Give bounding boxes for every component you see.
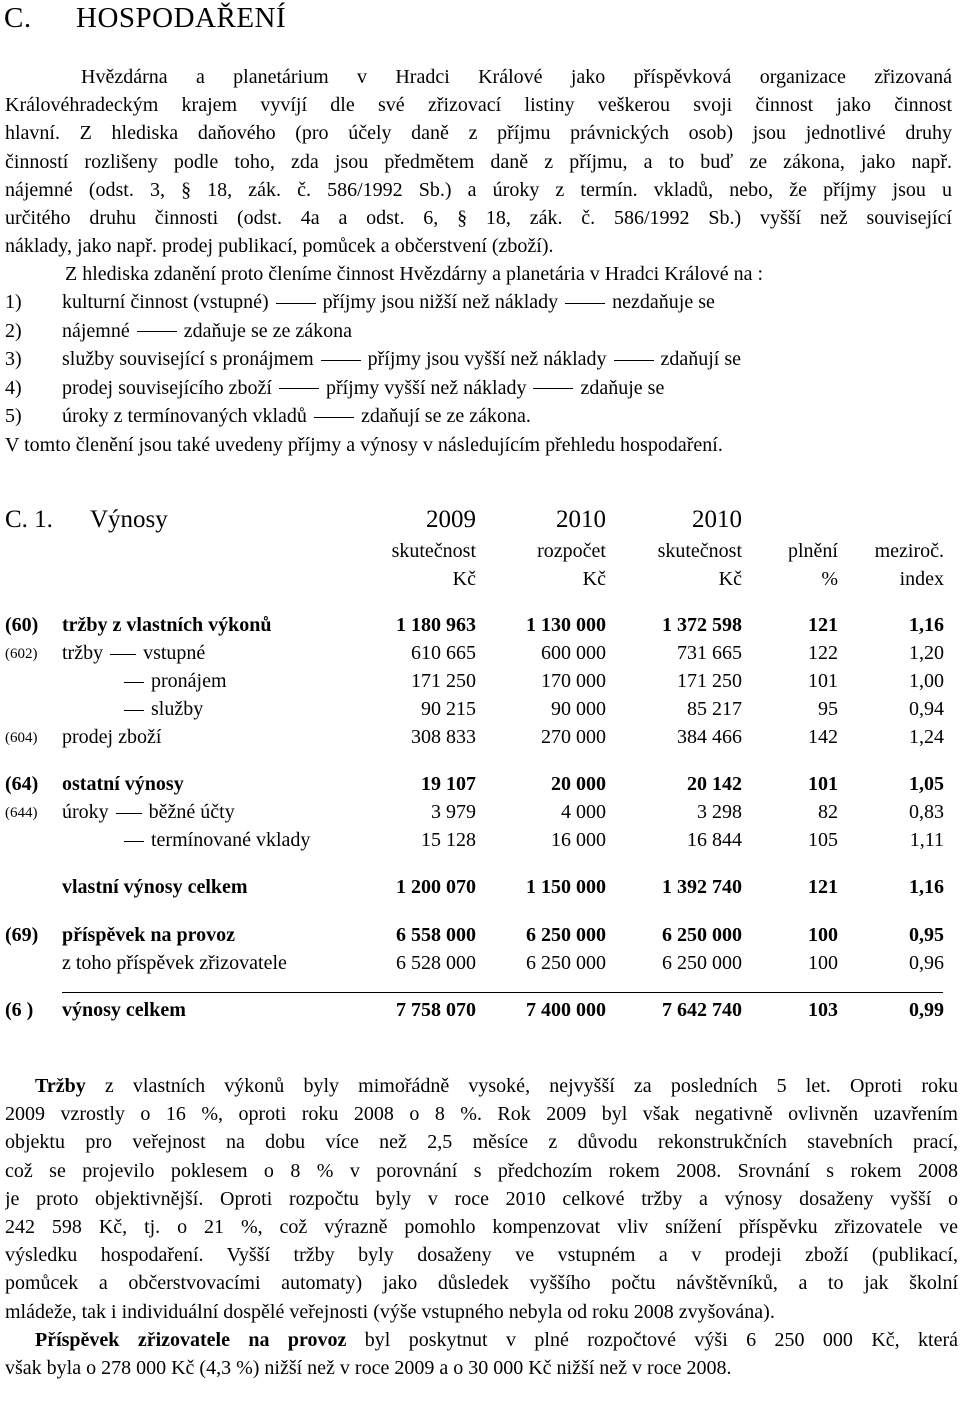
row-label-text: prodej zboží (62, 726, 162, 748)
row-label-text: tržby (62, 642, 104, 664)
list-item-text: příjmy jsou nižší než náklady (322, 291, 559, 313)
table-header (0, 506, 960, 596)
dash-line (276, 303, 316, 304)
dash-line (614, 360, 654, 361)
column-header: skutečnost (657, 540, 742, 562)
row-label (117, 829, 310, 852)
list-item-number: 3) (5, 348, 22, 370)
row-label (62, 801, 235, 824)
table-cell: 308 833 (411, 726, 476, 748)
table-cell: 16 844 (687, 829, 742, 851)
row-label (62, 999, 186, 1022)
table-cell: 103 (808, 999, 838, 1021)
table-row (0, 726, 960, 754)
list-item-text: zdaňuje se ze zákona (183, 319, 352, 342)
row-code: (6 ) (5, 999, 34, 1021)
row-code: (69) (5, 924, 39, 946)
list-item-number: 4) (5, 376, 22, 399)
text-line: Hvězdárna a planetárium v Hradci Králové jako příspěvková organizace zřizovaná (81, 66, 952, 88)
list-item-text: nájemné (62, 319, 130, 342)
column-header: skutečnost (391, 540, 476, 562)
text-run: z vlastních výkonů byly mimořádně vysoké, nejvyšší za posledních 5 let. Oproti roku (85, 1075, 958, 1097)
text-line: činností rozlišeny podle toho, zda jsou předmětem daně z příjmu, a to buď ze zákona, jako např. (5, 150, 952, 173)
section-title: HOSPODAŘENÍ (76, 2, 287, 34)
table-cell: 1 372 598 (662, 614, 742, 636)
table-cell: 20 142 (687, 773, 742, 795)
table-row (0, 670, 960, 698)
table-cell: 122 (808, 642, 838, 664)
table-section-number: C. 1. (5, 506, 53, 533)
table-cell: 1,20 (909, 642, 944, 664)
column-header: 2009 (426, 506, 476, 533)
text-line: určitého druhu činnosti (odst. 4a a odst. 6, § 18, zák. č. 586/1992 Sb.) vyšší než související (5, 206, 952, 229)
column-header: plnění (788, 540, 838, 562)
text-line: což se projevilo poklesem o 8 % v porovnání s předchozím rokem 2008. Srovnání s rokem 2008 (5, 1159, 958, 1182)
row-sublabel: vstupné (143, 642, 206, 664)
table-cell: 0,83 (909, 801, 944, 823)
list-item-text: zdaňuje se (580, 376, 665, 399)
row-label (62, 773, 184, 796)
activity-list (5, 288, 741, 459)
row-label-text: výnosy celkem (62, 999, 186, 1021)
table-cell: 170 000 (541, 670, 606, 692)
table-cell: 90 000 (551, 698, 606, 720)
list-item-number: 5) (5, 405, 22, 427)
text-run: byl poskytnut v plné rozpočtové výši 6 250 000 Kč, která (346, 1329, 958, 1351)
table-cell: 171 250 (677, 670, 742, 692)
table-cell: 731 665 (677, 642, 742, 664)
dash-line (314, 417, 354, 418)
list-item-text: příjmy vyšší než náklady (325, 376, 527, 399)
row-sublabel: služby (151, 698, 204, 720)
table-cell: 142 (808, 726, 838, 748)
table-cell: 20 000 (551, 773, 606, 795)
list-item (5, 374, 741, 403)
table-cell: 1,16 (909, 614, 944, 636)
list-footer: V tomto členění jsou také uvedeny příjmy a výnosy v následujícím přehledu hospodaření. (5, 433, 723, 456)
table-row (0, 999, 960, 1027)
table-cell: 7 642 740 (662, 999, 742, 1021)
row-sublabel: pronájem (151, 670, 227, 692)
table-cell: 1,11 (909, 829, 944, 851)
list-item-text: úroky z termínovaných vkladů (62, 405, 307, 427)
text-line: je proto objektivnější. Oproti rozpočtu byly v roce 2010 celkové tržby a výnosy dosaženy vyšší o (5, 1187, 958, 1210)
table-cell: 6 558 000 (396, 924, 476, 946)
table-cell: 384 466 (677, 726, 742, 748)
intro-paragraph (5, 63, 952, 289)
column-header: Kč (452, 568, 476, 590)
table-cell: 121 (808, 876, 838, 898)
table-cell: 7 758 070 (396, 999, 476, 1021)
row-code: (604) (5, 730, 38, 746)
row-label-text: tržby z vlastních výkonů (62, 614, 272, 636)
list-item-text: nezdaňuje se (612, 291, 715, 313)
text-line: mládeže, tak i individuální dospělé veřejnosti (výše vstupného nebyla od roku 2008 zvyšována). (5, 1300, 775, 1323)
text-line (5, 1072, 958, 1100)
table-cell: 0,96 (909, 952, 944, 974)
table-cell: 1 392 740 (662, 876, 742, 898)
table-cell: 1,24 (909, 726, 944, 748)
row-code: (602) (5, 646, 38, 662)
row-label (62, 614, 271, 637)
row-sublabel: běžné účty (148, 801, 235, 823)
table-title: Výnosy (90, 506, 168, 533)
text-line: objektu pro veřejnost na dobu více než 2,5 měsíce z důvodu rekonstrukčních stavebních prací, (5, 1131, 958, 1154)
row-sublabel: termínované vklady (151, 829, 311, 851)
list-item-text: prodej souvisejícího zboží (62, 376, 272, 399)
text-line: výsledku hospodaření. Vyšší tržby byly dosaženy ve vstupném a v prodeji zboží (publikací, (5, 1244, 958, 1267)
table-cell: 171 250 (411, 670, 476, 692)
table-cell: 600 000 (541, 642, 606, 664)
table-row (0, 698, 960, 726)
list-item-number: 2) (5, 319, 22, 342)
text-line: 2009 vzrostly o 16 %, oproti roku 2008 o 8 %. Rok 2009 byl však negativně ovlivněn uzavřením (5, 1103, 958, 1126)
table-cell: 1,05 (909, 773, 944, 795)
table-cell: 95 (818, 698, 838, 720)
table-cell: 6 528 000 (396, 952, 476, 974)
table-row (0, 924, 960, 952)
dash-line (124, 682, 144, 683)
column-header: rozpočet (537, 540, 606, 562)
table-cell: 101 (808, 670, 838, 692)
column-header: meziroč. (874, 540, 944, 562)
row-label (62, 642, 205, 665)
text-line: 242 598 Kč, tj. o 21 %, což výrazně pomohlo kompenzovat vliv snížení příspěvku zřizovatele ve (5, 1215, 958, 1238)
row-code: (644) (5, 805, 38, 821)
table-cell: 100 (808, 924, 838, 946)
table-cell: 1,00 (909, 670, 944, 692)
text-line: náklady, jako např. prodej publikací, pomůcek a občerstvení (zboží). (5, 235, 554, 258)
table-cell: 15 128 (421, 829, 476, 851)
row-label-text: z toho příspěvek zřizovatele (62, 952, 287, 974)
table-cell: 6 250 000 (662, 952, 742, 974)
list-item-number: 1) (5, 291, 22, 313)
table-cell: 100 (808, 952, 838, 974)
table-cell: 19 107 (421, 773, 476, 795)
column-header: Kč (718, 568, 742, 590)
table-cell: 105 (808, 829, 838, 851)
text-line (5, 1326, 958, 1354)
table-row (0, 614, 960, 642)
row-label (117, 698, 203, 721)
table-cell: 82 (818, 801, 838, 823)
dash-line (533, 388, 573, 389)
column-header: % (821, 568, 838, 590)
table-cell: 610 665 (411, 642, 476, 664)
table-cell: 4 000 (561, 801, 606, 823)
dash-line (321, 360, 361, 361)
table-cell: 0,99 (909, 999, 944, 1021)
row-label-text: úroky (62, 801, 109, 823)
list-item-text: kulturní činnost (vstupné) (62, 291, 269, 313)
row-label (62, 876, 248, 899)
table-cell: 3 298 (697, 801, 742, 823)
column-header: 2010 (556, 506, 606, 533)
text-line: však byla o 278 000 Kč (4,3 %) nižší než v roce 2009 a o 30 000 Kč nižší než v roce 2008. (5, 1357, 732, 1380)
dash-line (110, 654, 136, 655)
list-item-text: zdaňují se ze zákona. (360, 405, 531, 427)
list-item (5, 288, 741, 317)
table-cell: 1 150 000 (526, 876, 606, 898)
table-cell: 3 979 (431, 801, 476, 823)
dash-line (124, 710, 144, 711)
lead-text: Tržby (35, 1075, 86, 1097)
table-row (0, 773, 960, 801)
row-label-text: příspěvek na provoz (62, 924, 235, 946)
table-cell: 0,94 (909, 698, 944, 720)
table-cell: 121 (808, 614, 838, 636)
list-item-text: příjmy jsou vyšší než náklady (367, 348, 607, 370)
column-header: Kč (582, 568, 606, 590)
page-title (4, 2, 286, 35)
text-line: pomůcek a občerstvovacími automaty) jako důsledek vyššího počtu návštěvníků, a to jak školní (5, 1272, 958, 1295)
table-cell: 1 130 000 (526, 614, 606, 636)
list-item-text: zdaňují se (660, 348, 742, 370)
text-line: Královéhradeckým krajem vyvíjí dle své zřizovací listiny veškerou svoji činnost jako činnost (5, 94, 952, 117)
row-label-text: vlastní výnosy celkem (62, 876, 248, 898)
dash-line (565, 303, 605, 304)
table-cell: 7 400 000 (526, 999, 606, 1021)
paragraph-trzby (5, 1072, 958, 1326)
table-cell: 270 000 (541, 726, 606, 748)
table-cell: 101 (808, 773, 838, 795)
dash-line (137, 331, 177, 332)
row-label (117, 670, 227, 693)
table-cell: 85 217 (687, 698, 742, 720)
table-cell: 6 250 000 (526, 924, 606, 946)
column-header: index (899, 568, 944, 590)
row-label-text: ostatní výnosy (62, 773, 184, 795)
row-label (62, 952, 287, 975)
text-line: nájemné (odst. 3, § 18, zák. č. 586/1992 Sb.) a úroky z termín. vkladů, nebo, že příjmy jsou u (5, 178, 952, 201)
row-code: (64) (5, 773, 39, 795)
table-cell: 1,16 (909, 876, 944, 898)
section-number: C. (4, 2, 32, 34)
table-divider (62, 992, 943, 993)
table-cell: 1 200 070 (396, 876, 476, 898)
row-label (62, 726, 161, 749)
column-header: 2010 (692, 506, 742, 533)
table-cell: 90 215 (421, 698, 476, 720)
list-item (5, 345, 741, 374)
row-label (62, 924, 235, 947)
table-row (0, 801, 960, 829)
table-cell: 6 250 000 (662, 924, 742, 946)
list-item (5, 317, 741, 346)
row-code: (60) (5, 614, 39, 636)
table-cell: 16 000 (551, 829, 606, 851)
text-line: hlavní. Z hlediska daňového (pro účely daně z příjmu právnických osob) jsou jednotlivé druhy (5, 122, 952, 145)
table-cell: 1 180 963 (396, 614, 476, 636)
paragraph-prispevek (5, 1326, 958, 1382)
table-row (0, 829, 960, 857)
lead-text: Příspěvek zřizovatele na provoz (35, 1329, 347, 1351)
dash-line (116, 813, 142, 814)
list-item (5, 402, 741, 431)
table-row (0, 642, 960, 670)
text-line: Z hlediska zdanění proto členíme činnost Hvězdárny a planetária v Hradci Králové na : (65, 263, 764, 286)
dash-line (124, 841, 144, 842)
list-item-text: služby související s pronájmem (62, 348, 314, 370)
dash-line (279, 388, 319, 389)
table-row (0, 952, 960, 980)
table-row (0, 876, 960, 904)
table-cell: 6 250 000 (526, 952, 606, 974)
table-cell: 0,95 (909, 924, 944, 946)
